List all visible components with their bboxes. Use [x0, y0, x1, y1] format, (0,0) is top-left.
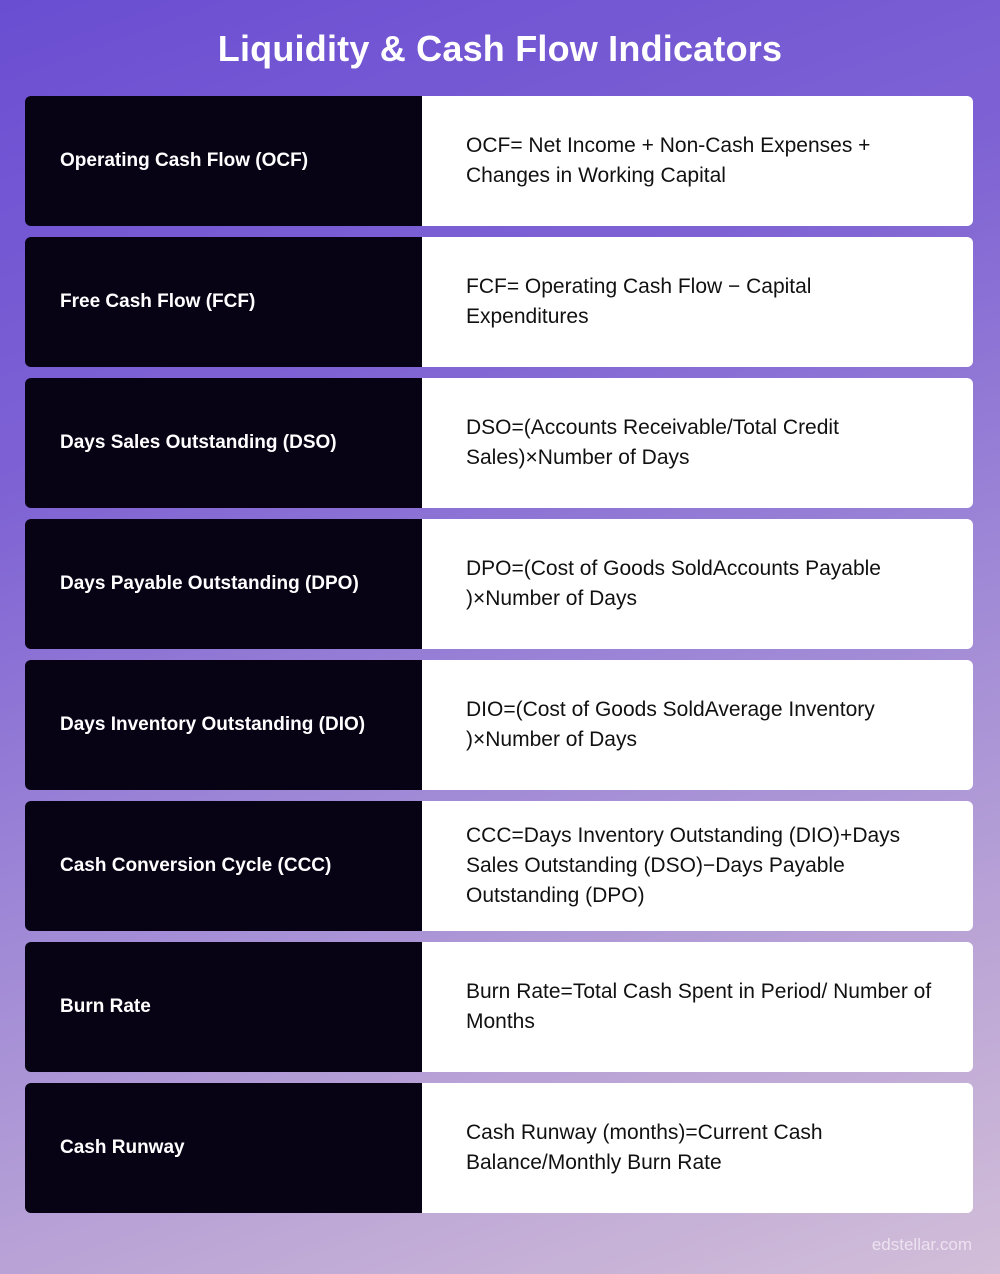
- indicator-name: Burn Rate: [25, 942, 422, 1072]
- indicator-formula: Cash Runway (months)=Current Cash Balance/Monthly Burn Rate: [422, 1083, 973, 1213]
- indicator-formula: Burn Rate=Total Cash Spent in Period/ Number of Months: [422, 942, 973, 1072]
- page-title: Liquidity & Cash Flow Indicators: [217, 28, 783, 69]
- indicator-row: [25, 96, 973, 226]
- indicator-formula: DSO=(Accounts Receivable/Total Credit Sales)×Number of Days: [422, 378, 973, 508]
- indicator-row: [25, 378, 973, 508]
- indicator-row: [25, 237, 973, 367]
- indicator-row: [25, 942, 973, 1072]
- indicator-formula: CCC=Days Inventory Outstanding (DIO)+Days Sales Outstanding (DSO)−Days Payable Outstanding (DPO): [422, 801, 973, 931]
- indicator-name: Days Payable Outstanding (DPO): [25, 519, 422, 649]
- indicator-formula: FCF= Operating Cash Flow − Capital Expenditures: [422, 237, 973, 367]
- indicator-formula: DPO=(Cost of Goods SoldAccounts Payable )×Number of Days: [422, 519, 973, 649]
- indicator-formula: DIO=(Cost of Goods SoldAverage Inventory )×Number of Days: [422, 660, 973, 790]
- indicator-name: Cash Runway: [25, 1083, 422, 1213]
- indicator-row: [25, 801, 973, 931]
- indicator-name: Days Inventory Outstanding (DIO): [25, 660, 422, 790]
- indicator-formula: OCF= Net Income + Non-Cash Expenses + Changes in Working Capital: [422, 96, 973, 226]
- indicator-name: Free Cash Flow (FCF): [25, 237, 422, 367]
- indicator-table: [25, 96, 973, 1224]
- indicator-row: [25, 519, 973, 649]
- indicator-name: Operating Cash Flow (OCF): [25, 96, 422, 226]
- indicator-name: Days Sales Outstanding (DSO): [25, 378, 422, 508]
- indicator-name: Cash Conversion Cycle (CCC): [25, 801, 422, 931]
- indicator-row: [25, 1083, 973, 1213]
- watermark: edstellar.com: [871, 1235, 972, 1254]
- indicator-row: [25, 660, 973, 790]
